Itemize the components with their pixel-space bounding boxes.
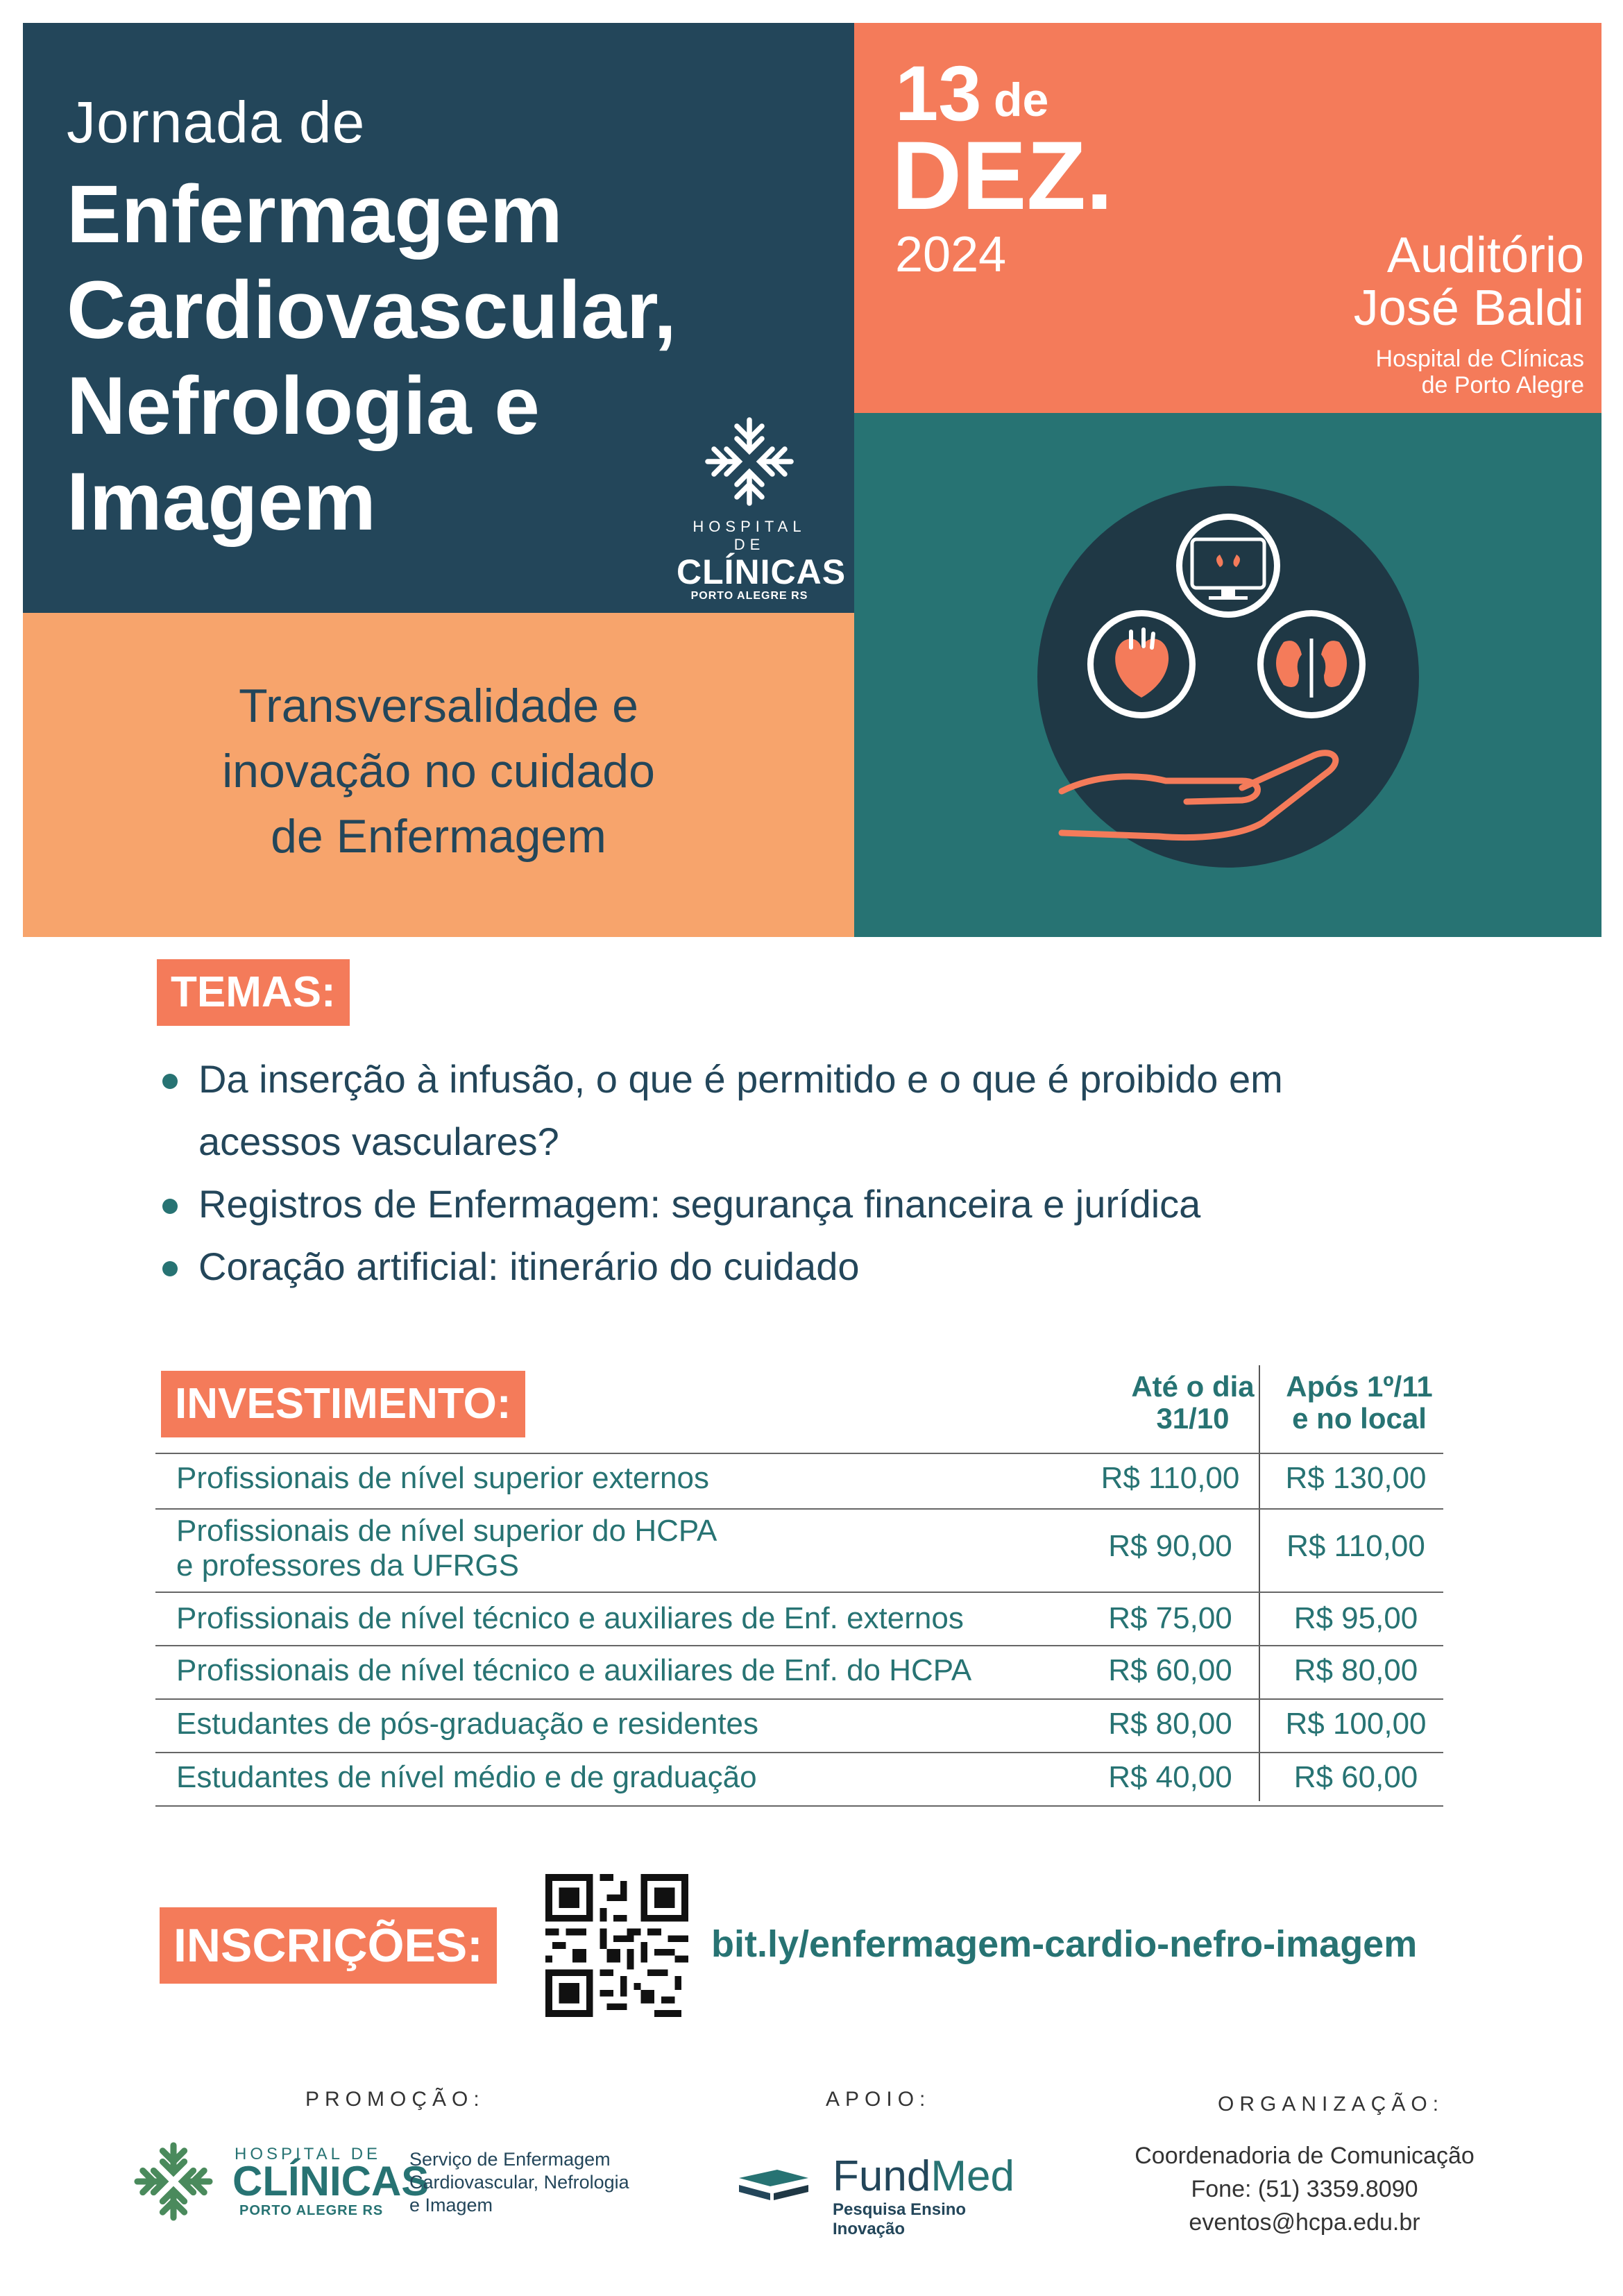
venue-name-line2: José Baldi (1353, 280, 1584, 336)
promo-service-line: e Imagem (409, 2195, 493, 2215)
org-phone: Fone: (51) 3359.8090 (1191, 2176, 1418, 2202)
fundmed-logo (736, 2152, 1014, 2238)
venue-name-line1: Auditório (1386, 228, 1584, 283)
footer-hospital-logo (128, 2136, 430, 2227)
fundmed-tagline: Pesquisa Ensino Inovação (833, 2200, 967, 2238)
event-title-line: Imagem (67, 456, 376, 548)
table-row (155, 1508, 1443, 1593)
subtitle-line: inovação no cuidado (222, 745, 655, 797)
footer-logo-line2: CLÍNICAS (232, 2158, 430, 2204)
list-item (160, 1235, 1478, 1298)
venue-hospital-line1: Hospital de Clínicas (1375, 346, 1584, 372)
table-cell-price-early: R$ 40,00 (1108, 1760, 1232, 1794)
table-cell-price-late: R$ 80,00 (1293, 1653, 1418, 1687)
logo-line1: HOSPITAL DE (692, 518, 806, 553)
list-item (160, 1173, 1478, 1235)
table-cell-price-late: R$ 110,00 (1286, 1529, 1425, 1563)
table-cell-category: Profissionais de nível técnico e auxiliares de Enf. externos (176, 1601, 964, 1635)
org-name: Coordenadoria de Comunicação (1135, 2143, 1475, 2169)
table-cell-category: Profissionais de nível superior externos (176, 1461, 709, 1495)
event-venue (1354, 229, 1584, 398)
table-row (155, 1752, 1443, 1807)
column-header-line: 31/10 (1156, 1402, 1230, 1435)
hospital-logo (677, 410, 847, 602)
organizacao-label: ORGANIZAÇÃO: (1218, 2093, 1445, 2116)
event-title-line: Enfermagem (67, 169, 563, 260)
event-date-connector: de (994, 74, 1049, 126)
organization-contact (1103, 2139, 1506, 2239)
fundmed-name-part2: Med (931, 2152, 1014, 2200)
event-title-line: Cardiovascular, (67, 264, 677, 356)
table-cell-price-late: R$ 130,00 (1285, 1461, 1427, 1495)
promoting-service (409, 2148, 629, 2217)
event-subtitle (23, 673, 854, 869)
registration-link[interactable]: bit.ly/enfermagem-cardio-nefro-imagem (711, 1923, 1418, 1965)
bullet-icon (162, 1074, 178, 1089)
table-cell-price-early: R$ 80,00 (1108, 1707, 1232, 1741)
title-prefix: Jornada de (67, 90, 366, 155)
subtitle-line: Transversalidade e (239, 679, 638, 732)
column-header-line: Após 1º/11 (1286, 1370, 1433, 1403)
table-cell-category: Profissionais de nível superior do HCPA (176, 1514, 717, 1548)
temas-list (160, 1048, 1478, 1298)
table-cell-price-early: R$ 110,00 (1101, 1461, 1240, 1495)
bullet-icon (162, 1199, 178, 1214)
tema-text-line: Da inserção à infusão, o que é permitido e o que é proibido em (198, 1057, 1283, 1101)
promocao-label: PROMOÇÃO: (305, 2088, 485, 2111)
table-cell-price-late: R$ 95,00 (1293, 1601, 1418, 1635)
hospital-emblem-icon (697, 410, 801, 514)
logo-line2: CLÍNICAS (677, 552, 847, 591)
bullet-icon (162, 1261, 178, 1276)
table-cell-category: Estudantes de nível médio e de graduação (176, 1760, 757, 1794)
table-cell-price-late: R$ 60,00 (1293, 1760, 1418, 1794)
org-email[interactable]: eventos@hcpa.edu.br (1189, 2209, 1420, 2236)
inscricoes-label: INSCRIÇÕES: (160, 1907, 497, 1984)
table-cell-price-late: R$ 100,00 (1285, 1707, 1427, 1741)
table-row (155, 1645, 1443, 1700)
hospital-emblem-icon (128, 2136, 219, 2227)
promo-service-line: Cardiovascular, Nefrologia (409, 2172, 629, 2193)
column-header-late (1252, 1371, 1467, 1435)
care-illustration-icon (1034, 482, 1422, 871)
tema-text-line: Registros de Enfermagem: segurança financeira e jurídica (198, 1182, 1201, 1226)
qr-code-icon[interactable] (545, 1874, 688, 2017)
tema-text-line: Coração artificial: itinerário do cuidado (198, 1244, 860, 1288)
event-day: 13 (895, 50, 982, 137)
fundmed-name (833, 2152, 1014, 2201)
fundmed-name-part1: Fund (833, 2152, 931, 2200)
tema-text-line: acessos vasculares? (198, 1120, 559, 1163)
investimento-label: INVESTIMENTO: (161, 1371, 525, 1437)
table-cell-category-line2: e professores da UFRGS (176, 1548, 519, 1582)
list-item (160, 1048, 1478, 1173)
event-month: DEZ. (892, 121, 1113, 230)
table-row (155, 1453, 1443, 1510)
table-cell-price-early: R$ 75,00 (1108, 1601, 1232, 1635)
temas-label: TEMAS: (157, 959, 350, 1026)
table-cell-price-early: R$ 90,00 (1108, 1529, 1232, 1563)
column-header-line: e no local (1292, 1402, 1427, 1435)
column-header-line: Até o dia (1131, 1370, 1255, 1403)
table-cell-category: Estudantes de pós-graduação e residentes (176, 1707, 759, 1741)
table-row (155, 1592, 1443, 1646)
logo-line3: PORTO ALEGRE RS (690, 590, 808, 602)
apoio-label: APOIO: (826, 2088, 931, 2111)
table-cell-price-early: R$ 60,00 (1108, 1653, 1232, 1687)
footer-logo-line1: HOSPITAL DE (235, 2145, 382, 2163)
subtitle-line: de Enfermagem (271, 810, 606, 863)
fundmed-emblem-icon (736, 2164, 812, 2206)
promo-service-line: Serviço de Enfermagem (409, 2149, 611, 2170)
table-bottom-border (155, 1805, 1443, 1807)
event-title-line: Nefrologia e (67, 360, 540, 452)
footer-logo-line3: PORTO ALEGRE RS (239, 2203, 384, 2218)
table-cell-category: Profissionais de nível técnico e auxiliares de Enf. do HCPA (176, 1653, 972, 1687)
venue-hospital-line2: de Porto Alegre (1421, 372, 1584, 398)
event-year: 2024 (895, 227, 1007, 282)
table-row (155, 1698, 1443, 1753)
